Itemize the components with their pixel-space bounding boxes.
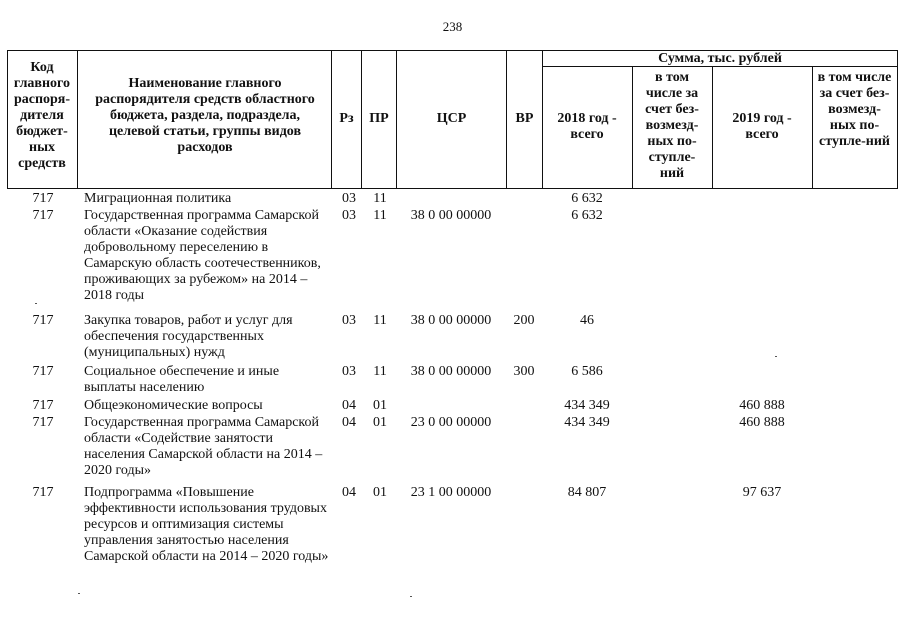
- table-row-sum-2018: 434 349: [564, 415, 610, 430]
- table-row-code: 717: [32, 208, 54, 223]
- table-row-pr: 01: [373, 485, 387, 500]
- table-row-pr: 11: [373, 208, 387, 223]
- scan-speck: [775, 356, 777, 357]
- table-row-name: Государственная программа Самарской области «Оказание содействия добровольному переселению в Самарскую область соотечественников, проживающих за рубежом» на 2014 – 2018 годы: [84, 208, 321, 303]
- table-row-sum-2018: 434 349: [564, 398, 610, 413]
- scan-speck: [78, 593, 80, 594]
- header-2018-total: 2018 год - всего: [557, 111, 617, 142]
- table-row-csr: 23 0 00 00000: [410, 415, 492, 430]
- table-row-code: 717: [32, 485, 54, 500]
- table-row-pr: 11: [373, 191, 387, 206]
- col-divider: [897, 50, 898, 189]
- table-row-vr: 200: [513, 313, 535, 328]
- table-row-sum-2019: 97 637: [742, 485, 782, 500]
- table-row-name: Социальное обеспечение и иные выплаты населению: [84, 364, 280, 395]
- table-row-pr: 11: [373, 313, 387, 328]
- table-row-rz: 04: [342, 415, 356, 430]
- table-row-sum-2019: 460 888: [739, 415, 785, 430]
- table-row-code: 717: [32, 364, 54, 379]
- table-row-sum-2018: 84 807: [567, 485, 607, 500]
- table-row-sum-2018: 6 632: [571, 208, 603, 223]
- header-2018-free: в том числе за счет без-возмезд-ных по-ступле-ний: [645, 70, 699, 181]
- table-row-sum-2019: 460 888: [739, 398, 785, 413]
- table-row-sum-2018: 6 586: [571, 364, 603, 379]
- col-divider: [77, 50, 78, 189]
- header-sum-group: Сумма, тыс. рублей: [658, 51, 782, 66]
- header-csr: ЦСР: [436, 111, 467, 126]
- table-row-code: 717: [32, 313, 54, 328]
- col-divider: [632, 66, 633, 189]
- table-row-name: Государственная программа Самарской области «Содействие занятости населения Самарской области на 2014 – 2020 годы»: [84, 415, 323, 478]
- page-number: 238: [442, 19, 463, 34]
- table-row-pr: 01: [373, 415, 387, 430]
- header-vr: ВР: [515, 111, 534, 126]
- table-row-sum-2018: 6 632: [571, 191, 603, 206]
- header-bottom-border: [7, 188, 898, 189]
- header-pr: ПР: [369, 111, 389, 126]
- table-row-code: 717: [32, 415, 54, 430]
- table-row-name: Общеэкономические вопросы: [84, 398, 263, 413]
- table-row-rz: 03: [342, 208, 356, 223]
- table-row-code: 717: [32, 398, 54, 413]
- table-row-rz: 03: [342, 191, 356, 206]
- table-row-rz: 03: [342, 313, 356, 328]
- scan-speck: [35, 303, 37, 304]
- col-divider: [812, 66, 813, 189]
- table-row-rz: 04: [342, 398, 356, 413]
- table-row-csr: 38 0 00 00000: [410, 313, 492, 328]
- table-row-csr: 38 0 00 00000: [410, 364, 492, 379]
- table-row-code: 717: [32, 191, 54, 206]
- header-2019-free: в том числе за счет без-возмезд-ных по-ступле-ний: [817, 70, 892, 149]
- table-row-sum-2018: 46: [580, 313, 594, 328]
- table-row-vr: 300: [513, 364, 535, 379]
- table-row-rz: 03: [342, 364, 356, 379]
- col-divider: [712, 66, 713, 189]
- col-divider: [7, 50, 8, 189]
- header-name: Наименование главного распорядителя средств областного бюджета, раздела, подраздела, целевой статьи, группы видов расходов: [95, 76, 315, 155]
- table-row-csr: 23 1 00 00000: [410, 485, 492, 500]
- table-row-pr: 11: [373, 364, 387, 379]
- col-divider: [542, 50, 543, 189]
- scan-speck: [410, 596, 412, 597]
- header-code: Код главного распоря-дителя бюджет-ных средств: [13, 60, 71, 171]
- table-row-rz: 04: [342, 485, 356, 500]
- table-row-name: Подпрограмма «Повышение эффективности использования трудовых ресурсов и оптимизация системы управления занятостью населения Самарской области на 2014 – 2020 годы»: [84, 485, 329, 564]
- table-row-pr: 01: [373, 398, 387, 413]
- table-row-csr: 38 0 00 00000: [410, 208, 492, 223]
- header-2019-total: 2019 год - всего: [732, 111, 792, 142]
- table-row-name: Миграционная политика: [84, 191, 232, 206]
- header-rz: Рз: [339, 111, 354, 126]
- table-row-name: Закупка товаров, работ и услуг для обеспечения государственных (муниципальных) нужд: [84, 313, 293, 360]
